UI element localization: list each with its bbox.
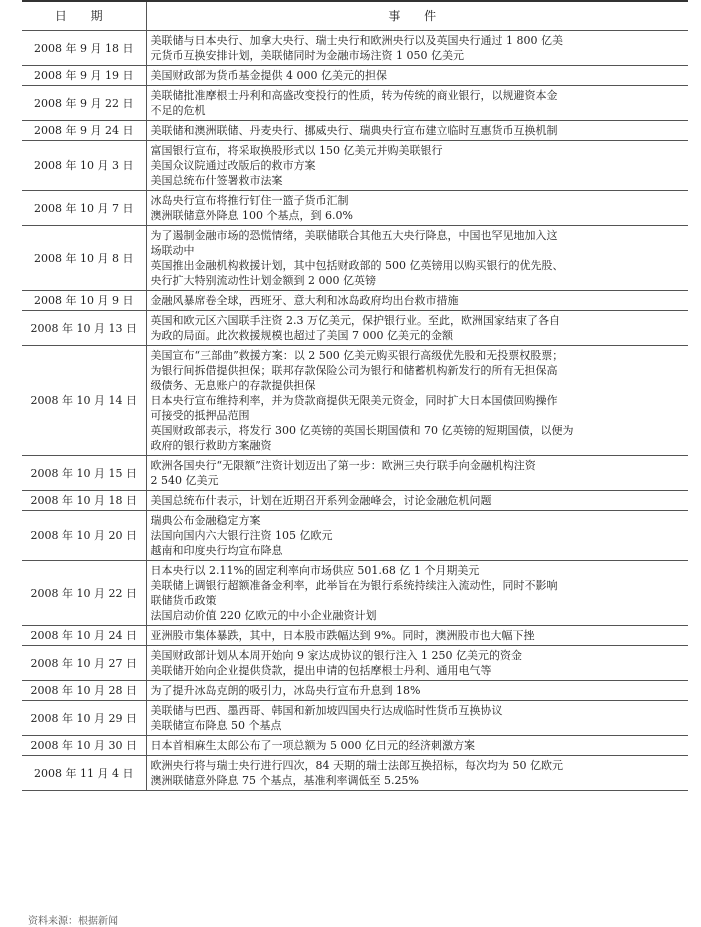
event-description — [146, 701, 688, 736]
table-row — [22, 456, 688, 491]
event-line: 为政的局面。此次救援规模也超过了美国 7 000 亿美元的金额 — [150, 329, 453, 342]
event-description — [146, 31, 688, 66]
event-date: 2008 年 10 月 13 日 — [22, 311, 146, 346]
table-header — [22, 1, 688, 31]
event-description — [146, 646, 688, 681]
event-description — [146, 561, 688, 626]
table-row — [22, 31, 688, 66]
event-line: 冰岛央行宣布将推行钉住一篮子货币汇制 — [150, 194, 349, 207]
event-date: 2008 年 10 月 9 日 — [22, 291, 146, 311]
table-row — [22, 141, 688, 191]
event-date: 2008 年 10 月 27 日 — [22, 646, 146, 681]
event-description — [146, 511, 688, 561]
event-line: 联储货币政策 — [150, 594, 217, 607]
event-date: 2008 年 10 月 18 日 — [22, 491, 146, 511]
event-line: 澳洲联储意外降息 100 个基点，到 6.0% — [150, 209, 353, 222]
event-line: 美国财政部为货币基金提供 4 000 亿美元的担保 — [150, 69, 387, 82]
event-date: 2008 年 10 月 30 日 — [22, 736, 146, 756]
table-row — [22, 561, 688, 626]
event-description — [146, 191, 688, 226]
event-date: 2008 年 10 月 8 日 — [22, 226, 146, 291]
event-line: 越南和印度央行均宣布降息 — [150, 544, 283, 557]
table-row — [22, 121, 688, 141]
event-date: 2008 年 10 月 29 日 — [22, 701, 146, 736]
event-date: 2008 年 9 月 19 日 — [22, 66, 146, 86]
event-line: 级债务、无息账户的存款提供担保 — [150, 379, 316, 392]
event-date: 2008 年 10 月 28 日 — [22, 681, 146, 701]
event-line: 澳洲联储意外降息 75 个基点，基准利率调低至 5.25% — [150, 774, 419, 787]
table-row — [22, 191, 688, 226]
event-line: 美联储上调银行超额准备金利率，此举旨在为银行系统持续注入流动性，同时不影响 — [150, 579, 558, 592]
table-row — [22, 646, 688, 681]
event-description — [146, 121, 688, 141]
event-date: 2008 年 9 月 22 日 — [22, 86, 146, 121]
table-row — [22, 311, 688, 346]
event-line: 美国财政部计划从本周开始向 9 家达成协议的银行注入 1 250 亿美元的资金 — [150, 649, 522, 662]
table-row — [22, 736, 688, 756]
table-row — [22, 66, 688, 86]
event-line: 日本央行以 2.11%的固定利率向市场供应 501.68 亿 1 个月期美元 — [150, 564, 480, 577]
event-line: 美联储宣布降息 50 个基点 — [150, 719, 282, 732]
table-row — [22, 756, 688, 791]
event-line: 美联储开始向企业提供贷款，提出申请的包括摩根士丹利、通用电气等 — [150, 664, 492, 677]
event-line: 美联储与巴西、墨西哥、韩国和新加坡四国央行达成临时性货币互换协议 — [150, 704, 503, 717]
event-description — [146, 681, 688, 701]
event-description — [146, 491, 688, 511]
event-line: 富国银行宣布，将采取换股形式以 150 亿美元并购美联银行 — [150, 144, 443, 157]
event-line: 日本央行宣布维持利率，并为贷款商提供无限美元资金，同时扩大日本国债回购操作 — [150, 394, 558, 407]
table-body — [22, 31, 688, 791]
header-event: 事 件 — [146, 1, 688, 31]
table-row — [22, 626, 688, 646]
event-line: 欧洲各国央行“无限额”注资计划迈出了第一步：欧洲三央行联手向金融机构注资 — [150, 459, 536, 472]
table-row — [22, 511, 688, 561]
header-date: 日 期 — [22, 1, 146, 31]
events-table — [22, 0, 688, 791]
event-date: 2008 年 10 月 20 日 — [22, 511, 146, 561]
event-line: 英国推出金融机构救援计划，其中包括财政部的 500 亿英镑用以购买银行的优先股、 — [150, 259, 564, 272]
table-row — [22, 701, 688, 736]
event-date: 2008 年 10 月 15 日 — [22, 456, 146, 491]
event-description — [146, 86, 688, 121]
event-line: 美国总统布什表示，计划在近期召开系列金融峰会，讨论金融危机问题 — [150, 494, 492, 507]
event-date: 2008 年 10 月 3 日 — [22, 141, 146, 191]
event-description — [146, 291, 688, 311]
table-row — [22, 226, 688, 291]
event-description — [146, 756, 688, 791]
event-date: 2008 年 11 月 4 日 — [22, 756, 146, 791]
event-line: 美联储和澳洲联储、丹麦央行、挪威央行、瑞典央行宣布建立临时互惠货币互换机制 — [150, 124, 558, 137]
event-line: 欧洲央行将与瑞士央行进行四次，84 天期的瑞士法郎互换招标，每次均为 50 亿欧元 — [150, 759, 563, 772]
table-row — [22, 86, 688, 121]
event-line: 英国财政部表示，将发行 300 亿英镑的英国长期国债和 70 亿英镑的短期国债，以便为 — [150, 424, 574, 437]
event-description — [146, 456, 688, 491]
event-line: 不足的危机 — [150, 104, 206, 117]
event-description — [146, 141, 688, 191]
event-line: 可接受的抵押品范围 — [150, 409, 250, 422]
event-line: 为了遏制金融市场的恐慌情绪，美联储联合其他五大央行降息，中国也罕见地加入这 — [150, 229, 558, 242]
event-line: 央行扩大特别流动性计划金额到 2 000 亿英镑 — [150, 274, 376, 287]
table-row — [22, 291, 688, 311]
event-line: 美国总统布什签署救市法案 — [150, 174, 283, 187]
event-line: 元货币互换安排计划，美联储同时为金融市场注资 1 050 亿美元 — [150, 49, 464, 62]
event-date: 2008 年 9 月 18 日 — [22, 31, 146, 66]
event-line: 场联动中 — [150, 244, 195, 257]
event-line: 政府的银行救助方案融资 — [150, 439, 272, 452]
table-row — [22, 346, 688, 456]
source-note: 资料来源：根据新闻 — [28, 916, 118, 927]
event-line: 亚洲股市集体暴跌，其中，日本股市跌幅达到 9%。同时，澳洲股市也大幅下挫 — [150, 629, 535, 642]
event-line: 2 540 亿美元 — [150, 474, 219, 487]
event-line: 法国启动价值 220 亿欧元的中小企业融资计划 — [150, 609, 377, 622]
event-line: 瑞典公布金融稳定方案 — [150, 514, 261, 527]
event-line: 美联储与日本央行、加拿大央行、瑞士央行和欧洲央行以及英国央行通过 1 800 亿美 — [150, 34, 563, 47]
event-date: 2008 年 10 月 22 日 — [22, 561, 146, 626]
event-description — [146, 346, 688, 456]
event-date: 2008 年 10 月 14 日 — [22, 346, 146, 456]
table-row — [22, 681, 688, 701]
event-line: 美国众议院通过改版后的救市方案 — [150, 159, 316, 172]
event-date: 2008 年 10 月 24 日 — [22, 626, 146, 646]
event-line: 英国和欧元区六国联手注资 2.3 万亿美元，保护银行业。至此，欧洲国家结束了各自 — [150, 314, 560, 327]
event-line: 法国向国内六大银行注资 105 亿欧元 — [150, 529, 333, 542]
event-line: 金融风暴席卷全球，西班牙、意大利和冰岛政府均出台救市措施 — [150, 294, 459, 307]
event-line: 日本首相麻生太郎公布了一项总额为 5 000 亿日元的经济刺激方案 — [150, 739, 475, 752]
event-line: 为了提升冰岛克朗的吸引力，冰岛央行宣布升息到 18% — [150, 684, 421, 697]
event-line: 美国宣布“三部曲”救援方案：以 2 500 亿美元购买银行高级优先股和无投票权股票； — [150, 349, 564, 362]
event-description — [146, 626, 688, 646]
event-line: 美联储批准摩根士丹利和高盛改变投行的性质，转为传统的商业银行，以规避资本金 — [150, 89, 558, 102]
event-date: 2008 年 9 月 24 日 — [22, 121, 146, 141]
document-page — [22, 0, 688, 791]
event-description — [146, 736, 688, 756]
event-description — [146, 226, 688, 291]
event-description — [146, 311, 688, 346]
event-line: 为银行间拆借提供担保；联邦存款保险公司为银行和储蓄机构新发行的所有无担保高 — [150, 364, 558, 377]
table-row — [22, 491, 688, 511]
event-date: 2008 年 10 月 7 日 — [22, 191, 146, 226]
event-description — [146, 66, 688, 86]
